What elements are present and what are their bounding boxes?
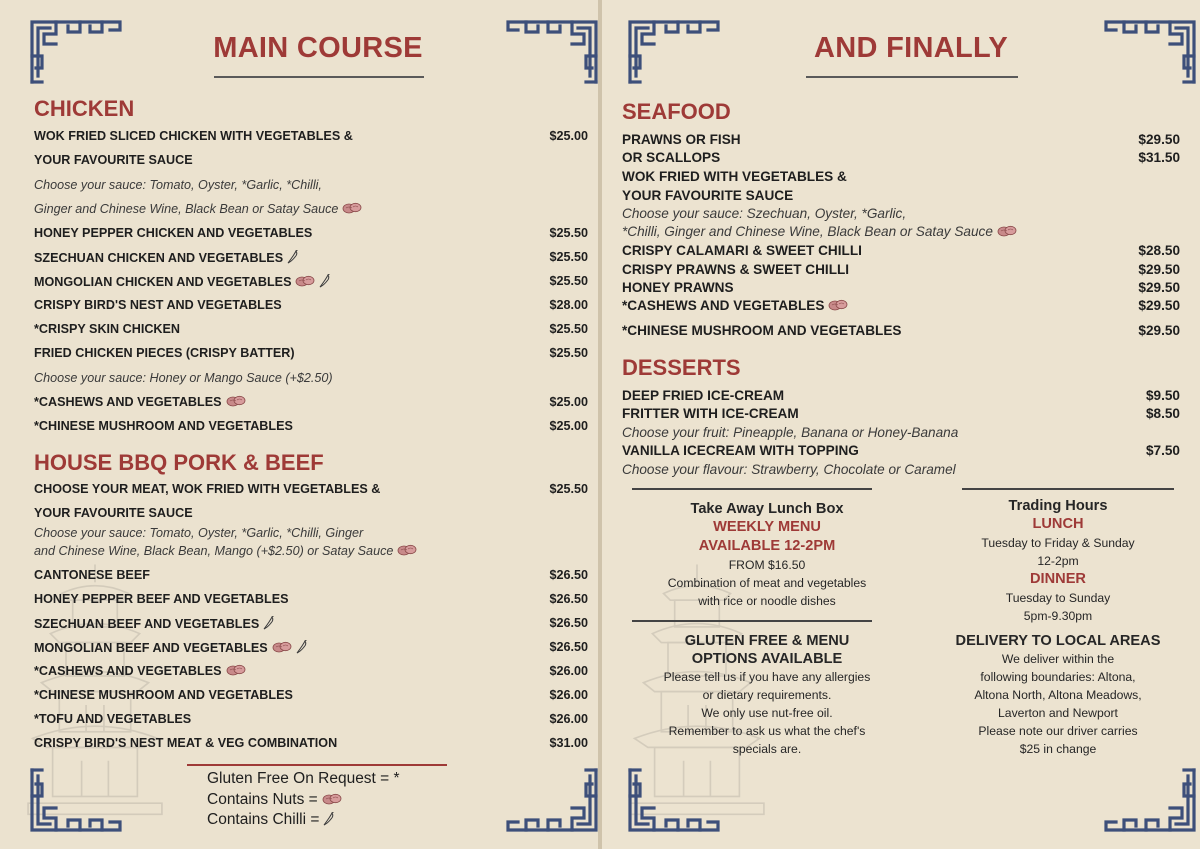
- menu-item-label: CRISPY BIRD'S NEST MEAT & VEG COMBINATION: [34, 736, 338, 750]
- legend-divider: [187, 764, 447, 766]
- menu-item: [622, 262, 849, 277]
- menu-item: [34, 482, 380, 496]
- menu-item: [34, 129, 353, 143]
- menu-item-price: $28.00: [549, 298, 588, 312]
- menu-item-price: $25.50: [549, 482, 588, 496]
- menu-item-price: $9.50: [1145, 388, 1180, 403]
- menu-item: [34, 274, 331, 289]
- info-divider: [632, 488, 872, 490]
- lunch-box-heading: Take Away Lunch Box: [690, 501, 844, 517]
- menu-item: [34, 506, 193, 520]
- menu-item: [34, 395, 246, 409]
- menu-item-price: $25.50: [549, 346, 588, 360]
- gluten-heading: OPTIONS AVAILABLE: [691, 651, 843, 667]
- legend-nuts-label: Contains Nuts =: [207, 790, 318, 808]
- menu-note: [622, 224, 1017, 239]
- menu-item-label: HONEY PRAWNS: [622, 280, 734, 295]
- menu-item-price: $25.00: [549, 419, 588, 433]
- menu-note: [34, 544, 417, 558]
- menu-item-label: CRISPY PRAWNS & SWEET CHILLI: [622, 262, 850, 277]
- menu-item: [34, 688, 293, 702]
- chilli-icon: [287, 250, 299, 264]
- lunch-box-available: AVAILABLE 12-2PM: [698, 538, 836, 554]
- menu-item: [622, 388, 784, 403]
- menu-item-price: $25.50: [549, 322, 588, 336]
- fret-ornament-icon: [28, 16, 124, 86]
- menu-item-label: *Chilli, Ginger and Chinese Wine, Black Bean or Satay Sauce: [622, 224, 993, 239]
- menu-item: [622, 406, 799, 421]
- gluten-line: We only use nut-free oil.: [701, 706, 833, 720]
- menu-item-label: Choose your sauce: Honey or Mango Sauce (+$2.50): [34, 371, 333, 385]
- menu-item-price: $28.50: [1138, 243, 1180, 258]
- delivery-line: following boundaries: Altona,: [980, 670, 1136, 684]
- legend-chilli-label: Contains Chilli =: [207, 811, 320, 828]
- legend: [207, 769, 400, 831]
- menu-item: [34, 322, 180, 336]
- section-heading-bbq: HOUSE BBQ PORK & BEEF: [34, 450, 324, 475]
- menu-item-label: *CASHEWS AND VEGETABLES: [34, 395, 222, 409]
- delivery-heading: DELIVERY TO LOCAL AREAS: [955, 633, 1161, 649]
- menu-item-label: Choose your fruit: Pineapple, Banana or Honey-Banana: [622, 425, 959, 440]
- menu-item-label: Choose your sauce: Tomato, Oyster, *Garlic, *Chilli, Ginger: [34, 526, 364, 540]
- fret-ornament-icon: [1102, 16, 1198, 86]
- menu-item-price: $31.00: [549, 736, 588, 750]
- left-page: [0, 0, 598, 849]
- nut-icon: [342, 202, 362, 214]
- menu-item-label: YOUR FAVOURITE SAUCE: [34, 153, 193, 167]
- legend-chilli: [207, 810, 400, 831]
- menu-note: [34, 202, 362, 216]
- menu-item-price: $26.00: [549, 664, 588, 678]
- menu-item-label: and Chinese Wine, Black Bean, Mango (+$2.50) or Satay Sauce: [34, 544, 394, 558]
- menu-item-label: *CHINESE MUSHROOM AND VEGETABLES: [622, 323, 902, 338]
- menu-item-price: $26.50: [549, 592, 588, 606]
- menu-item-price: $25.50: [549, 226, 588, 240]
- menu-item: [622, 280, 734, 295]
- menu-item-price: $26.50: [549, 640, 588, 654]
- trading-dinner-line: 5pm-9.30pm: [1023, 609, 1093, 623]
- menu-item: [34, 568, 150, 582]
- menu-item: [622, 298, 848, 313]
- trading-hours-info: [942, 497, 1174, 625]
- menu-item: [34, 712, 191, 726]
- menu-item-price: $29.50: [1138, 323, 1180, 338]
- title-divider: [214, 76, 424, 78]
- delivery-line: Please note our driver carries: [978, 724, 1138, 738]
- fret-ornament-icon: [504, 766, 598, 836]
- menu-item-label: PRAWNS OR FISH: [622, 132, 741, 147]
- menu-note: [34, 178, 322, 192]
- info-divider: [962, 488, 1174, 490]
- menu-item-label: *CHINESE MUSHROOM AND VEGETABLES: [34, 688, 293, 702]
- menu-item-price: $25.00: [549, 129, 588, 143]
- menu-item-label: *CASHEWS AND VEGETABLES: [34, 664, 222, 678]
- nut-icon: [828, 299, 848, 311]
- menu-item-label: VANILLA ICECREAM WITH TOPPING: [622, 443, 859, 458]
- menu-item-label: FRIED CHICKEN PIECES (CRISPY BATTER): [34, 346, 295, 360]
- menu-item-label: WOK FRIED SLICED CHICKEN WITH VEGETABLES &: [34, 129, 353, 143]
- menu-item: [622, 188, 793, 203]
- menu-item: [34, 298, 282, 312]
- lunch-box-info: [642, 500, 892, 610]
- menu-item-label: MONGOLIAN CHICKEN AND VEGETABLES: [34, 275, 292, 289]
- menu-item: [622, 150, 720, 165]
- delivery-info: [938, 632, 1178, 758]
- gluten-line: Remember to ask us what the chef's: [668, 724, 866, 738]
- menu-item: [34, 346, 295, 360]
- menu-note: [622, 206, 906, 221]
- menu-note: [622, 425, 958, 440]
- menu-item: [622, 443, 859, 458]
- chilli-icon: [323, 812, 335, 826]
- nut-icon: [997, 225, 1017, 237]
- right-page: [602, 0, 1200, 849]
- fret-ornament-icon: [626, 766, 722, 836]
- lunch-box-line: with rice or noodle dishes: [698, 594, 836, 608]
- menu-item-label: CANTONESE BEEF: [34, 568, 150, 582]
- menu-item-label: Choose your flavour: Strawberry, Chocolate or Caramel: [622, 462, 956, 477]
- menu-item-label: Choose your sauce: Tomato, Oyster, *Garlic, *Chilli,: [34, 178, 322, 192]
- menu-item: [34, 664, 246, 678]
- nut-icon: [226, 664, 246, 676]
- fret-ornament-icon: [28, 766, 124, 836]
- menu-note: [34, 526, 363, 540]
- menu-item: [622, 323, 901, 338]
- menu-item-label: YOUR FAVOURITE SAUCE: [34, 506, 193, 520]
- menu-item-label: HONEY PEPPER CHICKEN AND VEGETABLES: [34, 226, 313, 240]
- menu-item: [34, 736, 337, 750]
- menu-item-label: SZECHUAN BEEF AND VEGETABLES: [34, 617, 260, 631]
- legend-nuts: [207, 790, 400, 811]
- menu-item-label: Ginger and Chinese Wine, Black Bean or Satay Sauce: [34, 202, 339, 216]
- gluten-line: specials are.: [732, 742, 802, 756]
- lunch-box-line: Combination of meat and vegetables: [667, 576, 867, 590]
- menu-item: [34, 226, 312, 240]
- menu-item: [622, 169, 847, 184]
- menu-item-label: *CRISPY SKIN CHICKEN: [34, 322, 181, 336]
- menu-item-price: $31.50: [1138, 150, 1180, 165]
- delivery-line: We deliver within the: [1001, 652, 1115, 666]
- trading-lunch-line: 12-2pm: [1037, 554, 1079, 568]
- menu-item-price: $26.50: [549, 616, 588, 630]
- menu-item: [34, 419, 293, 433]
- menu-item-price: $29.50: [1138, 280, 1180, 295]
- menu-item: [34, 250, 299, 265]
- menu-item: [34, 592, 289, 606]
- nut-icon: [272, 641, 292, 653]
- lunch-box-weekly: WEEKLY MENU: [713, 519, 821, 535]
- delivery-line: $25 in change: [1019, 742, 1097, 756]
- trading-dinner-label: DINNER: [1030, 571, 1086, 587]
- menu-item-label: CRISPY BIRD'S NEST AND VEGETABLES: [34, 298, 282, 312]
- menu-item-label: *TOFU AND VEGETABLES: [34, 712, 192, 726]
- menu-item-price: $29.50: [1138, 298, 1180, 313]
- menu-item-label: OR SCALLOPS: [622, 150, 721, 165]
- nut-icon: [226, 395, 246, 407]
- menu-item-price: $29.50: [1138, 132, 1180, 147]
- menu-note: [622, 462, 956, 477]
- nut-icon: [295, 275, 315, 287]
- section-heading-seafood: SEAFOOD: [622, 99, 731, 124]
- menu-item-label: DEEP FRIED ICE-CREAM: [622, 388, 785, 403]
- menu-item: [34, 153, 193, 167]
- menu-item-label: *CHINESE MUSHROOM AND VEGETABLES: [34, 419, 293, 433]
- legend-gluten: Gluten Free On Request = *: [207, 770, 400, 787]
- section-heading-chicken: CHICKEN: [34, 96, 135, 121]
- gluten-free-info: [642, 632, 892, 758]
- nut-icon: [322, 793, 342, 805]
- gluten-heading: GLUTEN FREE & MENU: [684, 633, 850, 649]
- chilli-icon: [263, 616, 275, 630]
- menu-item: [622, 243, 862, 258]
- menu-item: [34, 616, 275, 631]
- menu-item-price: $26.00: [549, 688, 588, 702]
- delivery-line: Altona North, Altona Meadows,: [974, 688, 1142, 702]
- gluten-line: or dietary requirements.: [702, 688, 832, 702]
- menu-item-price: $26.50: [549, 568, 588, 582]
- menu-item-price: $8.50: [1145, 406, 1180, 421]
- page-title: MAIN COURSE: [213, 32, 423, 64]
- menu-item-label: WOK FRIED WITH VEGETABLES &: [622, 169, 847, 184]
- lunch-box-line: FROM $16.50: [728, 558, 806, 572]
- menu-item-label: SZECHUAN CHICKEN AND VEGETABLES: [34, 251, 284, 265]
- menu-item-price: $25.00: [549, 395, 588, 409]
- menu-item-label: *CASHEWS AND VEGETABLES: [622, 298, 825, 313]
- fret-ornament-icon: [1102, 766, 1198, 836]
- nut-icon: [397, 544, 417, 556]
- trading-lunch-label: LUNCH: [1032, 516, 1084, 532]
- menu-item-label: HONEY PEPPER BEEF AND VEGETABLES: [34, 592, 289, 606]
- menu-item-label: FRITTER WITH ICE-CREAM: [622, 406, 799, 421]
- menu-item-price: $7.50: [1145, 443, 1180, 458]
- title-divider: [806, 76, 1018, 78]
- menu-item-price: $25.50: [549, 274, 588, 288]
- menu-item-label: YOUR FAVOURITE SAUCE: [622, 188, 794, 203]
- menu-item-price: $25.50: [549, 250, 588, 264]
- menu-item-label: CHOOSE YOUR MEAT, WOK FRIED WITH VEGETABLES &: [34, 482, 381, 496]
- menu-item-label: CRISPY CALAMARI & SWEET CHILLI: [622, 243, 862, 258]
- menu-item-label: Choose your sauce: Szechuan, Oyster, *Garlic,: [622, 206, 907, 221]
- menu-note: [34, 371, 333, 385]
- trading-hours-heading: Trading Hours: [1008, 498, 1108, 514]
- menu-item-label: MONGOLIAN BEEF AND VEGETABLES: [34, 641, 268, 655]
- menu-item: [622, 132, 741, 147]
- menu-item-price: $26.00: [549, 712, 588, 726]
- info-divider: [632, 620, 872, 622]
- delivery-line: Laverton and Newport: [998, 706, 1118, 720]
- section-heading-desserts: DESSERTS: [622, 355, 741, 380]
- fret-ornament-icon: [504, 16, 598, 86]
- menu-item-price: $29.50: [1138, 262, 1180, 277]
- gluten-line: Please tell us if you have any allergies: [663, 670, 871, 684]
- chilli-icon: [296, 640, 308, 654]
- fret-ornament-icon: [626, 16, 722, 86]
- menu-item: [34, 640, 308, 655]
- page-title: AND FINALLY: [814, 32, 1008, 64]
- chilli-icon: [319, 274, 331, 288]
- trading-dinner-line: Tuesday to Sunday: [1005, 591, 1111, 605]
- trading-lunch-line: Tuesday to Friday & Sunday: [981, 536, 1135, 550]
